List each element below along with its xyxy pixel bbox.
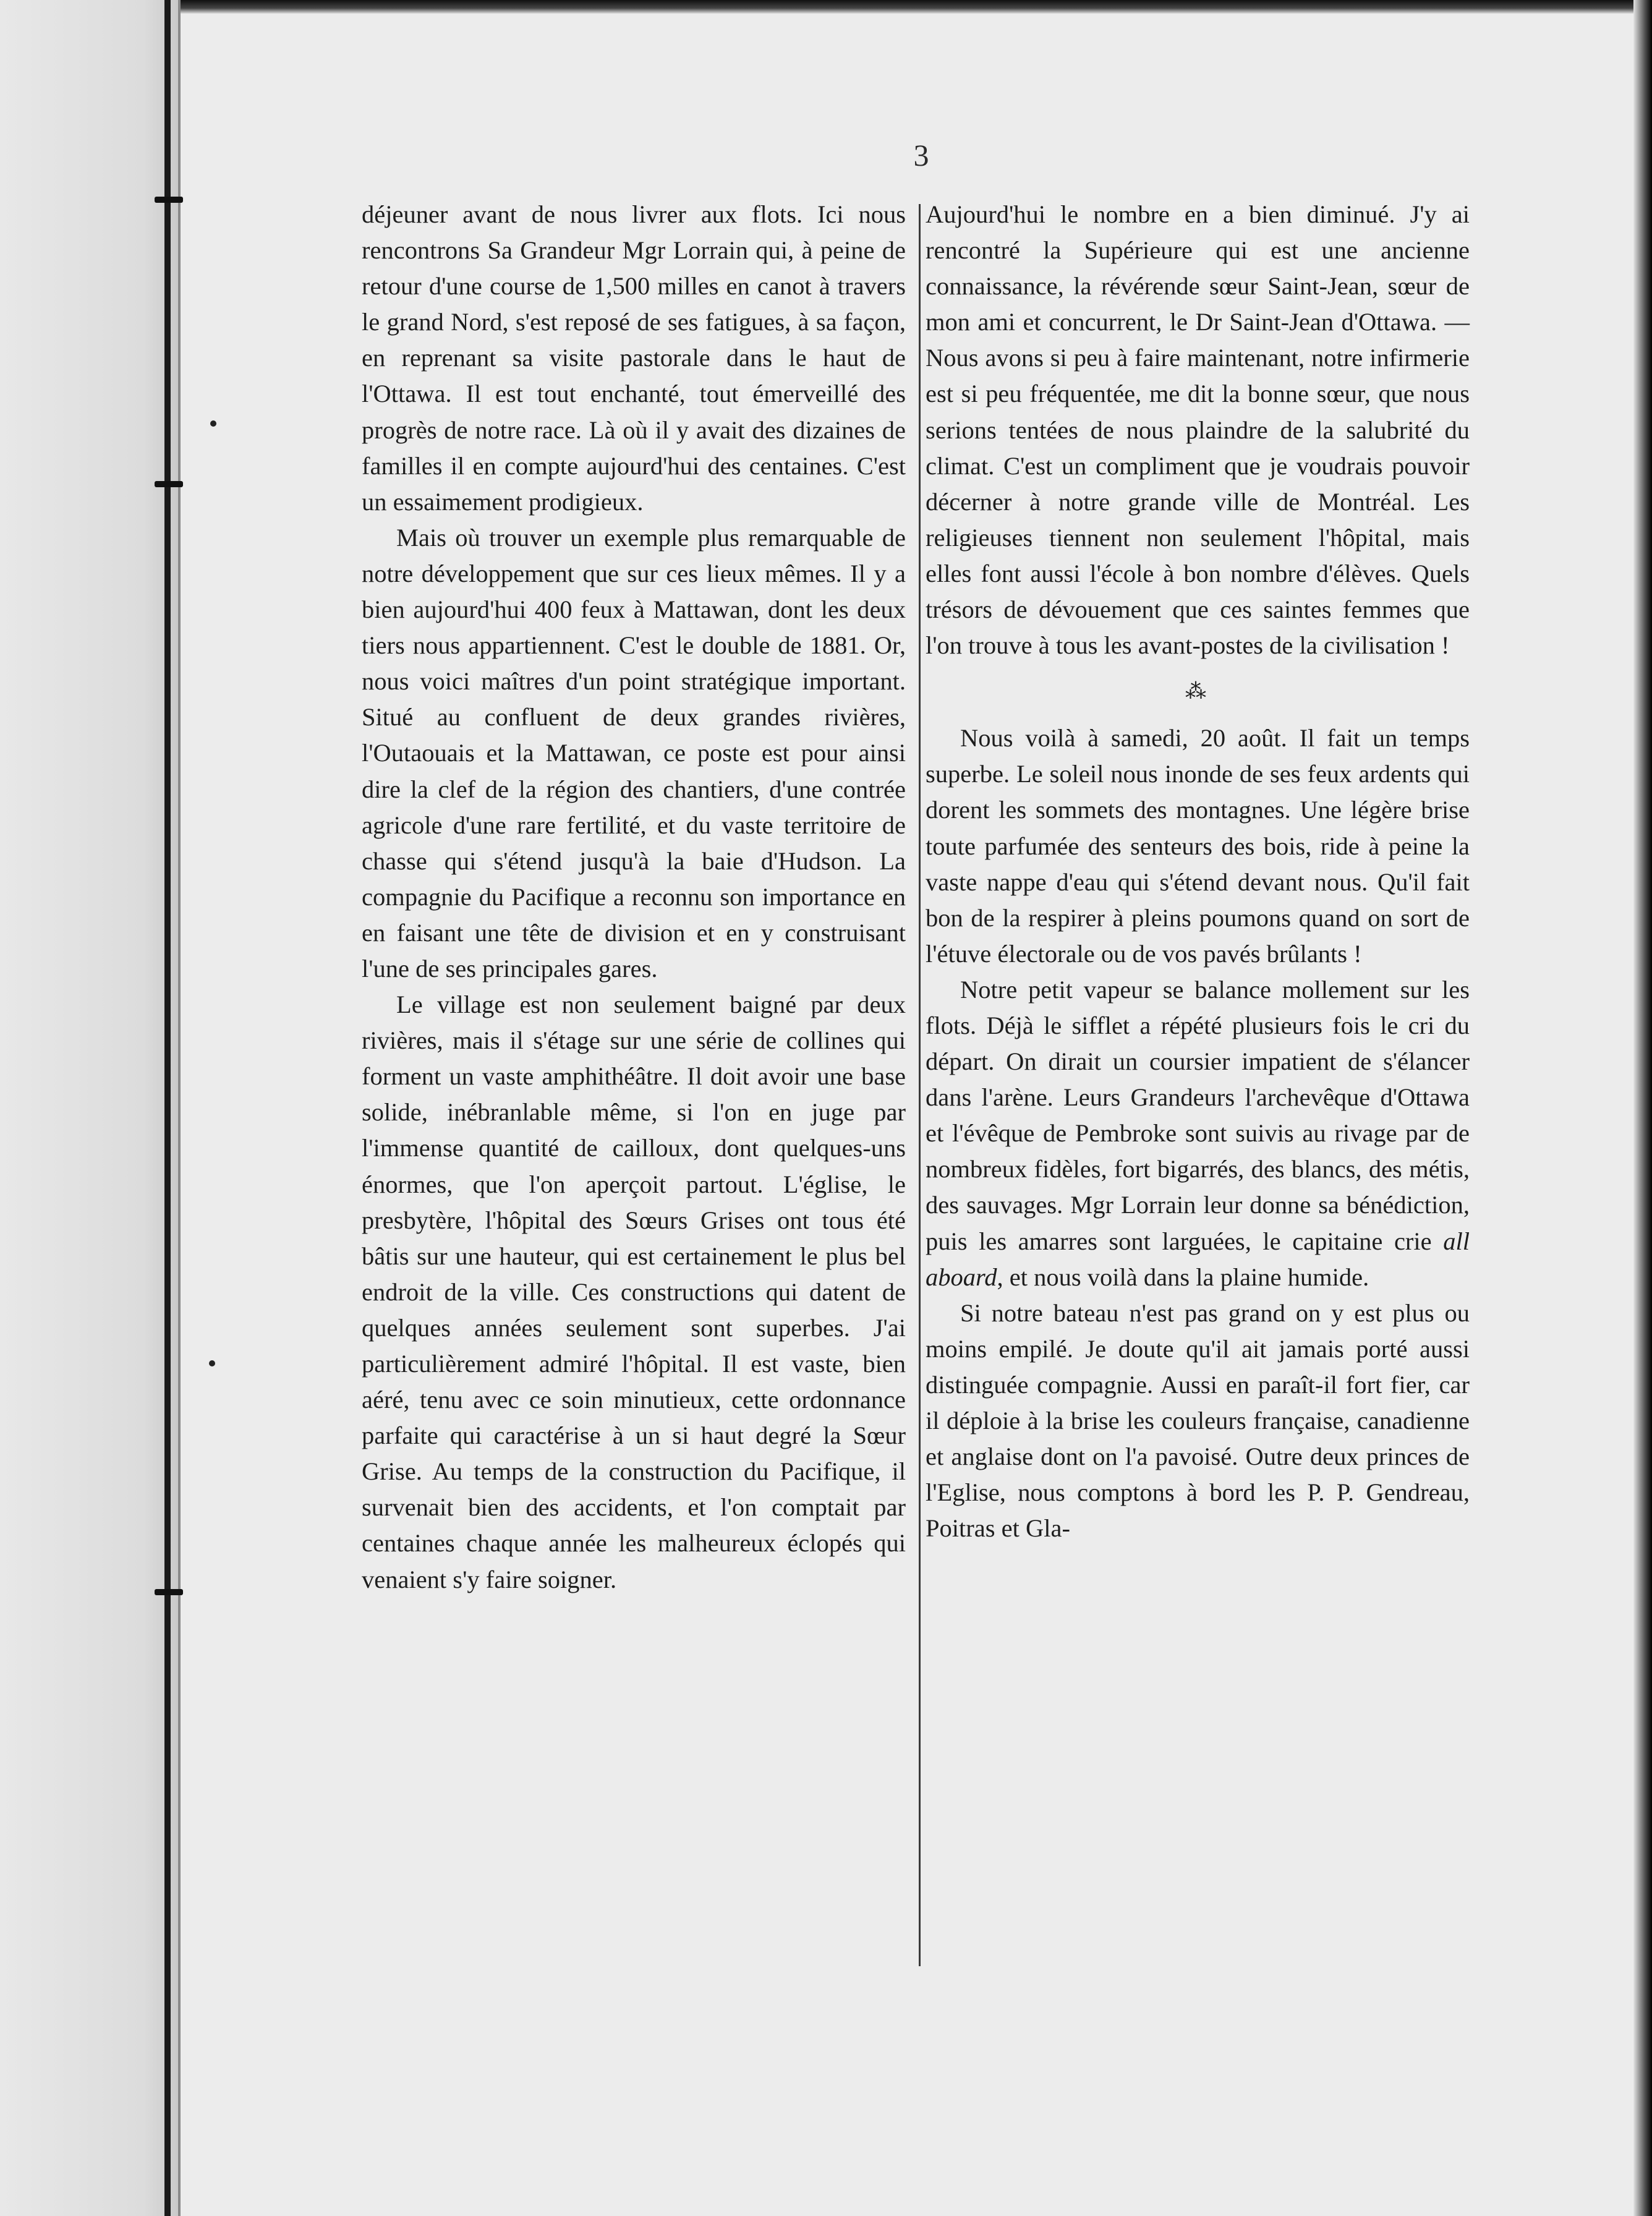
right-column bbox=[926, 197, 1470, 1546]
binding-stitch bbox=[155, 197, 183, 203]
column-divider bbox=[919, 204, 921, 1966]
paragraph: Nous voilà à samedi, 20 août. Il fait un temps superbe. Le soleil nous inonde de ses feux ardents qui dorent les sommets des montagnes. Une légère brise toute parfumée des senteurs des bois, ride à peine la vaste nappe d'eau qui s'étend devant nous. Qu'il fait bon de la respirer à pleins poumons quand on sort de l'étuve électorale ou de vos pavés brûlants ! bbox=[926, 724, 1470, 968]
binding-margin bbox=[0, 0, 179, 2216]
paragraph-text: Notre petit vapeur se balance mollement sur les flots. Déjà le sifflet a répété plusieurs fois le cri du départ. On dirait un coursier impatient de s'élancer dans l'arène. Leurs Grandeurs l'archevêque d'Ottawa et l'évêque de Pembroke sont suivis au rivage par de nombreux fidèles, fort bigarrés, des blancs, des métis, des sauvages. Mgr Lorrain leur donne sa bénédiction, puis les amarres sont larguées, le capitaine crie bbox=[926, 975, 1470, 1255]
paragraph: Le village est non seulement baigné par deux rivières, mais il s'étage sur une série de collines qui forment un vaste amphithéâtre. Il doit avoir une base solide, inébranlable même, si l'on en juge par l'immense quantité de cailloux, dont quelques-uns énormes, que l'on aperçoit partout. L'église, le presbytère, l'hôpital des Sœurs Grises ont tous été bâtis sur une hauteur, qui est certainement le plus bel endroit de la ville. Ces constructions qui datent de quelques années seulement sont superbes. J'ai particulièrement admiré l'hôpital. Il est vaste, bien aéré, tenu avec ce soin minutieux, cette ordonnance parfaite qui caractérise à un si haut degré la Sœur Grise. Au temps de la construction du Pacifique, il survenait bien des accidents, et l'on comptait par centaines chaque année les malheureux éclopés qui venaient s'y faire soigner. bbox=[362, 991, 906, 1593]
italic-phrase: all aboard bbox=[926, 1227, 1470, 1291]
scan-speck bbox=[209, 1360, 215, 1366]
binding-stitch bbox=[155, 481, 183, 487]
paragraph: Si notre bateau n'est pas grand on y est plus ou moins empilé. Je doute qu'il ait jamais porté aussi distinguée compagnie. Aussi en paraît-il fort fier, car il déploie à la brise les couleurs française, canadienne et anglaise dont on l'a pavoisé. Outre deux princes de l'Eglise, nous comptons à bord les P. P. Gendreau, Poitras et Gla- bbox=[926, 1298, 1470, 1543]
binding-shadow bbox=[178, 0, 181, 2216]
scan-speck bbox=[210, 420, 216, 427]
page-number: 3 bbox=[913, 138, 929, 173]
page-top-edge bbox=[0, 0, 1652, 14]
paragraph: déjeuner avant de nous livrer aux flots. Ici nous rencontrons Sa Grandeur Mgr Lorrain qui, à peine de retour d'une course de 1,500 milles en canot à travers le grand Nord, s'est reposé de ses fatigues, à sa façon, en reprenant sa visite pastorale dans le haut de l'Ottawa. Il est tout enchanté, tout émerveillé des progrès de notre race. Là où il y avait des dizaines de familles il en compte aujourd'hui des centaines. C'est un essaimement prodigieux. bbox=[362, 200, 906, 516]
section-break-asterism: ⁂ bbox=[1185, 680, 1210, 704]
paragraph-text-end: , et nous voilà dans la plaine humide. bbox=[997, 1263, 1369, 1291]
left-column bbox=[362, 197, 906, 1598]
paragraph: Aujourd'hui le nombre en a bien diminué. J'y ai rencontré la Supérieure qui est une ancienne connaissance, la révérende sœur Saint-Jean, sœur de mon ami et concurrent, le Dr Saint-Jean d'Ottawa. — Nous avons si peu à faire maintenant, notre infirmerie est si peu fréquentée, me dit la bonne sœur, que nous serions tentées de nous plaindre de la salubrité du climat. C'est un compliment que je voudrais pouvoir décerner à notre grande ville de Montréal. Les religieuses tiennent non seulement l'hôpital, mais elles font aussi l'école à bon nombre d'élèves. Quels trésors de dévouement que ces saintes femmes que l'on trouve à tous les avant-postes de la civilisation ! bbox=[926, 200, 1470, 660]
binding-stitch bbox=[155, 1589, 183, 1595]
paragraph bbox=[926, 972, 1470, 1295]
paragraph: Mais où trouver un exemple plus remarquable de notre développement que sur ces lieux mêmes. Il y a bien aujourd'hui 400 feux à Mattawan, dont les deux tiers nous appartiennent. C'est le double de 1881. Or, nous voici maîtres d'un point stratégique important. Situé au confluent de deux grandes rivières, l'Outaouais et la Mattawan, ce poste est pour ainsi dire la clef de la région des chantiers, d'une contrée agricole d'une rare fertilité, et du vaste territoire de chasse qui s'étend jusqu'à la baie d'Hudson. La compagnie du Pacifique a reconnu son importance en en faisant une tête de division et en y construisant l'une de ses principales gares. bbox=[362, 523, 906, 982]
binding-line bbox=[164, 0, 171, 2216]
page-right-edge bbox=[1633, 0, 1652, 2216]
